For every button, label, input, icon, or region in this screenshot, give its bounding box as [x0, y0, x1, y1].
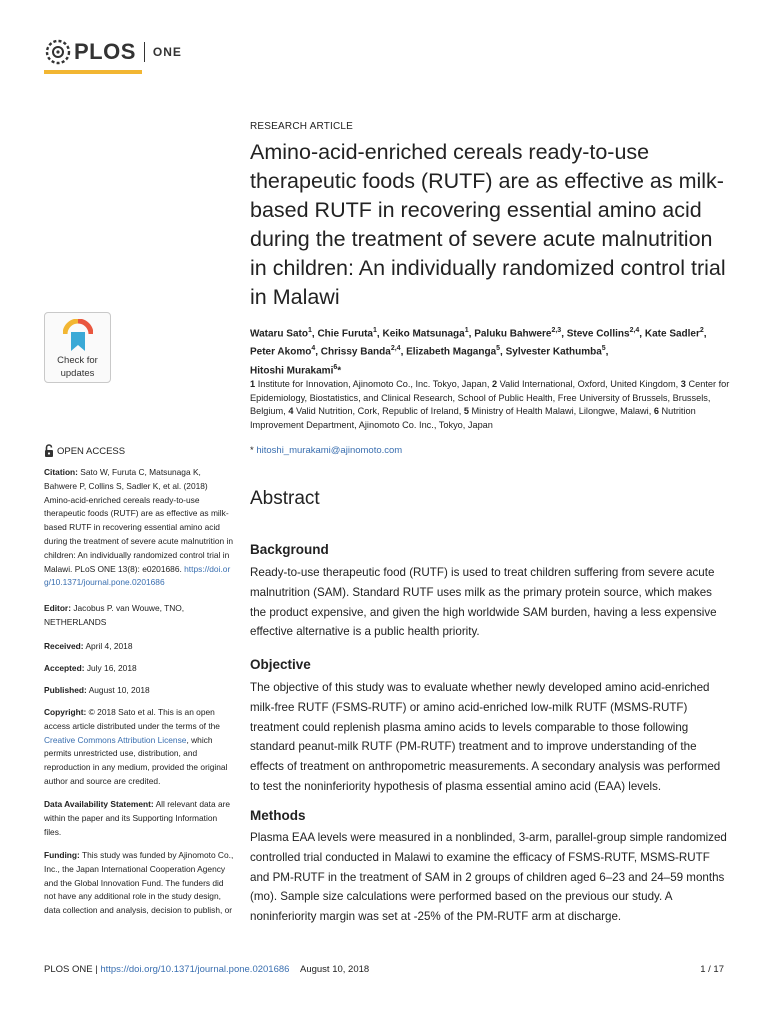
affil-text: Ministry of Health Malawi, Lilongwe, Malawi,	[471, 406, 652, 417]
published-text: August 10, 2018	[88, 685, 150, 695]
objective-heading: Objective	[250, 657, 311, 672]
author-affil-sup: 5	[601, 345, 606, 353]
published-label: Published:	[44, 685, 87, 695]
funding-block	[44, 849, 236, 918]
article-type: RESEARCH ARTICLE	[250, 121, 354, 132]
author-affil-sup: 2,4	[629, 327, 640, 334]
author-name: Sylvester Kathumba	[505, 346, 602, 358]
editor-label: Editor:	[44, 603, 71, 613]
background-heading: Background	[250, 542, 329, 557]
author-affil-sup: 4	[311, 345, 316, 353]
correspondence-mark: *	[250, 445, 254, 456]
editor-text: Jacobus P. van Wouwe, TNO, NETHERLANDS	[44, 603, 185, 627]
author-name: Chrissy Banda	[320, 346, 391, 358]
crossmark-icon	[63, 319, 93, 353]
accepted-label: Accepted:	[44, 663, 85, 673]
copyright-text-post: , which permits unrestricted use, distribution, and reproduction in any medium, provided the original author and source are credited.	[44, 734, 228, 786]
citation-doi-link[interactable]: https://doi.org/10.1371/journal.pone.0201686	[44, 563, 231, 588]
received-block	[44, 640, 236, 654]
received-text: April 4, 2018	[85, 641, 133, 651]
affil-text: Institute for Innovation, Ajinomoto Co., Inc. Tokyo, Japan,	[257, 379, 490, 389]
logo-underline	[44, 70, 142, 74]
author-name: Keiko Matsunaga	[382, 328, 465, 340]
badge-text-line2: updates	[60, 368, 95, 379]
badge-text-line1: Check for	[57, 355, 98, 366]
data-availability-text: All relevant data are within the paper and its Supporting Information files.	[44, 799, 231, 837]
footer-separator: |	[95, 964, 98, 975]
author-affil-sup: 2	[699, 327, 704, 334]
affil-num: 3	[680, 379, 686, 389]
license-link[interactable]: Creative Commons Attribution License	[44, 734, 187, 745]
data-availability-block	[44, 798, 236, 839]
author-list: Wataru Sato$^1$, Chie Furuta$^1$, Keiko Matsunaga$^1$, Paluku Bahwere$^{2,3}$, Steve Collins$^{2,4}$, Kate Sadler$^2$, Peter Akomo$^4$, Chrissy Banda$^{2,4}$, Elizabeth Maganga$^5$, Sylvester Kathumba$^5$, Hitoshi Murakami$^6$*	[250, 327, 707, 376]
logo-journal: ONE	[152, 45, 182, 59]
citation-label: Citation:	[44, 467, 78, 477]
accepted-block	[44, 662, 236, 676]
author-affil-sup: 6	[333, 363, 338, 371]
author-name: Paluku Bahwere	[474, 328, 552, 340]
logo-separator	[144, 42, 145, 62]
author-name: Elizabeth Maganga	[406, 346, 497, 358]
affil-num: 4	[288, 406, 294, 417]
affil-text: Center for Epidemiology, Biostatistics, and Clinical Research, School of Public Health, Free University of Brussels, Brussels, Belgium,	[250, 379, 730, 417]
logo-brand: PLOS	[74, 39, 136, 64]
check-for-updates-badge[interactable]	[44, 312, 111, 383]
affil-num: 1	[250, 379, 256, 389]
methods-text: Plasma EAA levels were measured in a nonblinded, 3-arm, parallel-group simple randomized controlled trial conducted in Malawi to examine the efficacy of FSMS-RUTF, MSMS-RUTF and PM-RUTF in the treatment of SAM in 2 groups of children aged 6–23 and 24–59 months (mo). Sample size calculations were performed based on the previous our study. A noninferiority margin was set at -25% of the PM-RUTF arm at discharge.	[250, 831, 727, 924]
open-lock-icon	[44, 444, 54, 458]
copyright-block	[44, 706, 236, 789]
footer-journal: PLOS ONE	[44, 964, 93, 975]
correspondence	[250, 445, 402, 456]
citation-text: Sato W, Furuta C, Matsunaga K, Bahwere P, Collins S, Sadler K, et al. (2018) Amino-acid-enriched cereals ready-to-use therapeutic foods (RUTF) are as effective as milk-based RUTF in recovering essential amino acid during the treatment of severe acute malnutrition in children: An individually randomized control trial in Malawi. PLoS ONE 13(8): e0201686.	[44, 467, 234, 574]
plos-mark-icon	[44, 38, 72, 66]
open-access-label: OPEN ACCESS	[57, 445, 126, 457]
editor-block	[44, 602, 236, 630]
correspondence-email-link[interactable]: hitoshi_murakami@ajinomoto.com	[256, 445, 403, 456]
open-access	[44, 444, 125, 458]
affil-num: 6	[653, 406, 659, 417]
citation-block	[44, 466, 236, 590]
received-label: Received:	[44, 641, 84, 651]
author-affil-sup: 2,4	[390, 345, 401, 353]
affil-text: Nutrition Improvement Department, Ajinomoto Co. Inc., Tokyo, Japan	[250, 406, 696, 430]
objective-text: The objective of this study was to evaluate whether newly developed amino acid-enriched milk-free RUTF (FSMS-RUTF) or amino acid-enriched low-milk RUTF (MSMS-RUTF) treatment could replenish plasma amino acids to levels comparable to those following standard peanut-milk RUTF (PM-RUTF) treatment and to improve understanding of the effects of treatment on anthropometric measurements. A secondary analysis was performed to test the noninferiority hypothesis of plasma essential amino acid (EAA) levels.	[250, 681, 721, 793]
author-name: Kate Sadler	[644, 328, 700, 340]
published-block	[44, 684, 236, 698]
author-name: Steve Collins	[566, 328, 630, 340]
affil-num: 5	[463, 406, 469, 417]
footer-date: August 10, 2018	[300, 964, 370, 975]
methods-heading: Methods	[250, 808, 306, 823]
author-affil-sup: 2,3	[551, 327, 562, 334]
author-affil-sup: 1	[373, 327, 377, 334]
funding-label: Funding:	[44, 850, 80, 860]
affil-num: 2	[491, 379, 498, 389]
data-availability-label: Data Availability Statement:	[44, 799, 154, 809]
footer-doi-link[interactable]: https://doi.org/10.1371/journal.pone.0201686	[100, 964, 290, 975]
article-title: Amino-acid-enriched cereals ready-to-use therapeutic foods (RUTF) are as effective as milk-based RUTF in recovering essential amino acid during the treatment of severe acute malnutrition in children: An individually randomized control trial in Malawi	[250, 140, 726, 309]
author-affil-sup: 5	[496, 345, 501, 353]
plos-logo	[44, 32, 182, 72]
copyright-label: Copyright:	[44, 707, 87, 717]
page-number: 1 / 17	[700, 964, 724, 975]
background-text: Ready-to-use therapeutic food (RUTF) is used to treat children suffering from severe acute malnutrition (SAM). Standard RUTF uses milk as the primary protein source, which makes the product expensive, and given the high worldwide SAM burden, having a less expensive effective alternative is a public health priority.	[250, 566, 717, 639]
author-name: Wataru Sato	[250, 328, 308, 340]
funding-text: This study was funded by Ajinomoto Co., Inc., the Japan International Cooperation Agency and the Global Innovation Fund. The funders did not have any additional role in the study design, data collection and analysis, decision to publish, or	[44, 850, 234, 916]
affil-text: Valid Nutrition, Cork, Republic of Ireland,	[296, 406, 462, 417]
author-affil-sup: 1	[464, 327, 469, 334]
affiliations	[250, 378, 730, 432]
author-name: Hitoshi Murakami	[250, 364, 334, 376]
abstract-heading: Abstract	[250, 488, 320, 509]
accepted-text: July 16, 2018	[86, 663, 137, 673]
page-footer	[44, 964, 724, 975]
corresponding-mark: *	[337, 364, 342, 376]
author-affil-sup: 1	[307, 327, 312, 334]
affil-text: Valid International, Oxford, United Kingdom,	[499, 379, 679, 389]
copyright-text-pre: © 2018 Sato et al. This is an open access article distributed under the terms of the	[44, 707, 220, 731]
author-name: Peter Akomo	[250, 346, 312, 358]
author-name: Chie Furuta	[317, 328, 373, 340]
